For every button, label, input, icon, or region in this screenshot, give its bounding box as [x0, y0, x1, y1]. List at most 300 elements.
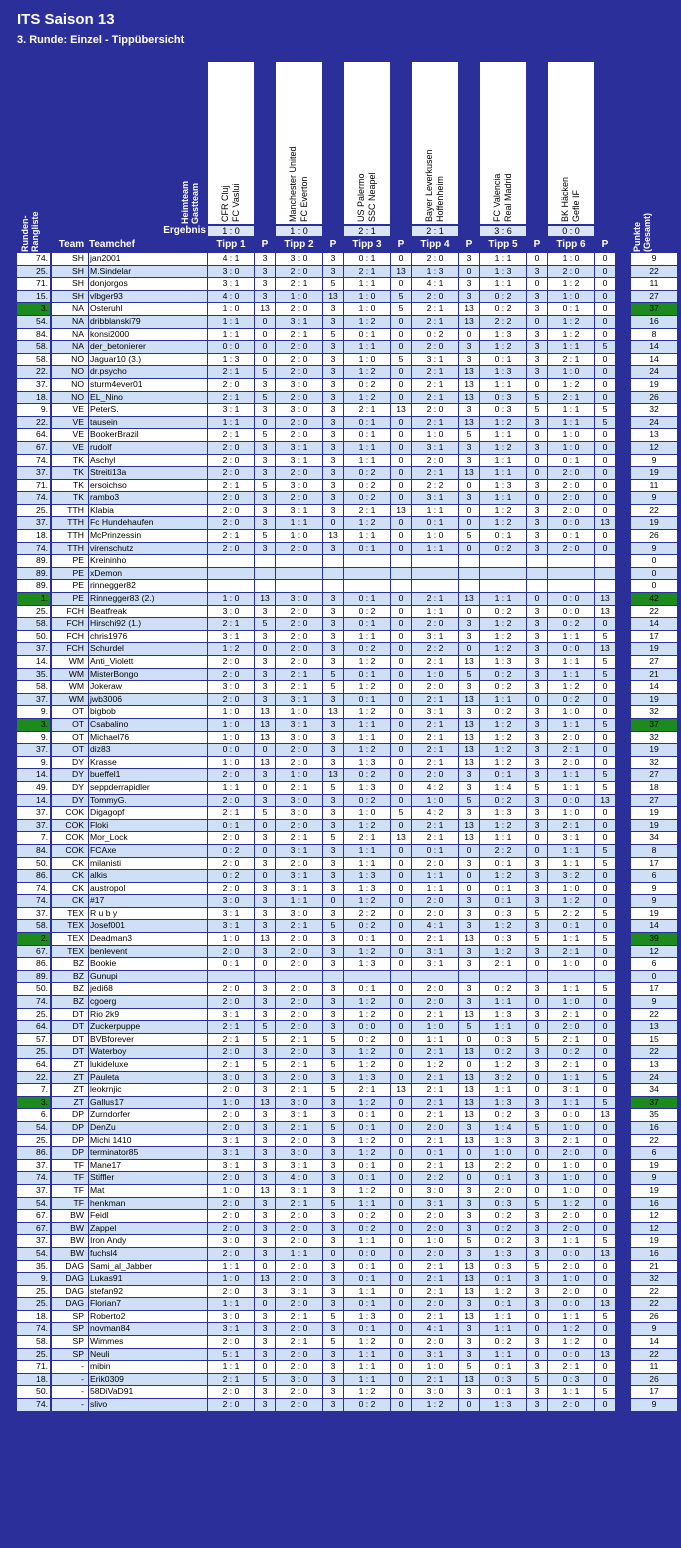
tipp-cell: 1 : 2: [548, 329, 594, 341]
tipp-cell: 1 : 1: [548, 656, 594, 668]
points-cell: 13: [595, 1109, 615, 1121]
points-cell: 13: [391, 1084, 411, 1096]
tipp-cell: 1 : 1: [548, 719, 594, 731]
points-cell: 3: [255, 1223, 275, 1235]
teamchef-cell: EL_Nino: [89, 392, 207, 404]
points-cell: 3: [527, 719, 547, 731]
total-points-cell: 24: [631, 1072, 677, 1084]
points-cell: 5: [595, 1072, 615, 1084]
tipp-cell: 2 : 0: [208, 1109, 254, 1121]
points-cell: 13: [459, 820, 479, 832]
col-p-4: P: [465, 239, 473, 250]
table-row: [0, 958, 681, 971]
points-cell: 13: [595, 1349, 615, 1361]
team-cell: WM: [52, 656, 88, 668]
points-cell: 3: [323, 643, 343, 655]
match-6-result: 0 : 0: [548, 226, 594, 236]
tipp-cell: 2 : 1: [208, 1059, 254, 1071]
teamchef-cell: Mat: [89, 1185, 207, 1197]
points-cell: 0: [391, 1223, 411, 1235]
points-cell: 0: [391, 1399, 411, 1411]
tipp-cell: 1 : 1: [480, 455, 526, 467]
tipp-cell: 3 : 1: [548, 832, 594, 844]
teamchef-cell: Anti_Violett: [89, 656, 207, 668]
table-row: [0, 1185, 681, 1198]
points-cell: 3: [323, 505, 343, 517]
tipp-cell: 2 : 0: [276, 946, 322, 958]
tipp-cell: 0 : 1: [480, 1361, 526, 1373]
points-cell: 0: [391, 1336, 411, 1348]
tipp-cell: 1 : 2: [344, 1009, 390, 1021]
tipp-cell: 2 : 1: [548, 1361, 594, 1373]
tipp-cell: 0 : 1: [548, 455, 594, 467]
teamchef-cell: Floki: [89, 820, 207, 832]
tipp-cell: 2 : 1: [480, 958, 526, 970]
tipp-cell: 2 : 2: [548, 908, 594, 920]
tipp-cell: 2 : 1: [412, 732, 458, 744]
total-points-cell: 32: [631, 404, 677, 416]
rank-cell: 86.: [17, 870, 50, 882]
total-points-cell: 24: [631, 417, 677, 429]
tipp-cell: [276, 555, 322, 567]
total-points-cell: 19: [631, 820, 677, 832]
points-cell: [527, 555, 547, 567]
tipp-cell: 1 : 2: [344, 316, 390, 328]
points-cell: 0: [391, 895, 411, 907]
table-row: [0, 895, 681, 908]
tipp-cell: 0 : 0: [548, 795, 594, 807]
tipp-cell: 2 : 1: [412, 1009, 458, 1021]
tipp-cell: 1 : 3: [480, 480, 526, 492]
match-5-result: 3 : 6: [480, 226, 526, 236]
points-cell: 3: [527, 1361, 547, 1373]
tipp-cell: 2 : 0: [412, 1122, 458, 1134]
tipp-cell: 1 : 2: [344, 517, 390, 529]
total-points-cell: 0: [631, 580, 677, 592]
tipp-cell: 3 : 0: [276, 593, 322, 605]
team-cell: DT: [52, 1009, 88, 1021]
tipp-cell: 1 : 1: [480, 492, 526, 504]
tipp-cell: 1 : 2: [344, 996, 390, 1008]
points-cell: 5: [255, 366, 275, 378]
tipp-cell: 1 : 1: [208, 417, 254, 429]
points-cell: 3: [323, 845, 343, 857]
tipp-cell: 2 : 0: [412, 769, 458, 781]
teamchef-cell: Michi 1410: [89, 1135, 207, 1147]
tipp-cell: 1 : 1: [480, 832, 526, 844]
team-cell: DY: [52, 769, 88, 781]
tipp-cell: 0 : 0: [548, 643, 594, 655]
points-cell: 3: [323, 1261, 343, 1273]
tipp-cell: 1 : 1: [344, 1286, 390, 1298]
points-cell: [323, 580, 343, 592]
tipp-cell: 2 : 1: [276, 1059, 322, 1071]
tipp-cell: 1 : 0: [548, 429, 594, 441]
teamchef-cell: tausein: [89, 417, 207, 429]
points-cell: 0: [459, 1034, 479, 1046]
tipp-cell: 2 : 0: [480, 1185, 526, 1197]
table-row: [0, 1034, 681, 1047]
total-points-cell: 19: [631, 1185, 677, 1197]
tipp-cell: 4 : 1: [412, 920, 458, 932]
tipp-cell: 0 : 3: [480, 1261, 526, 1273]
match-2-home: Manchester United: [288, 146, 298, 222]
points-cell: 5: [527, 933, 547, 945]
tipp-cell: 2 : 2: [480, 845, 526, 857]
table-row: [0, 1261, 681, 1274]
tipp-cell: 2 : 1: [548, 392, 594, 404]
points-cell: 5: [255, 1374, 275, 1386]
points-cell: 3: [459, 946, 479, 958]
tipp-cell: 2 : 1: [412, 366, 458, 378]
points-cell: 5: [527, 908, 547, 920]
rank-cell: 37.: [17, 1185, 50, 1197]
total-points-cell: 11: [631, 480, 677, 492]
tipp-cell: 3 : 1: [276, 1109, 322, 1121]
points-cell: 3: [527, 883, 547, 895]
points-cell: 3: [459, 983, 479, 995]
tipp-cell: 1 : 2: [480, 757, 526, 769]
tipp-cell: 2 : 0: [208, 996, 254, 1008]
points-cell: 5: [459, 1021, 479, 1033]
points-cell: 0: [595, 1034, 615, 1046]
points-cell: 3: [527, 983, 547, 995]
tipp-cell: 2 : 0: [276, 1009, 322, 1021]
tipp-cell: [208, 971, 254, 983]
tipp-cell: 2 : 1: [276, 1311, 322, 1323]
points-cell: 3: [323, 1172, 343, 1184]
points-cell: 0: [527, 467, 547, 479]
points-cell: 3: [459, 807, 479, 819]
tipp-cell: 3 : 1: [208, 1160, 254, 1172]
total-points-cell: 32: [631, 732, 677, 744]
points-cell: 0: [391, 1323, 411, 1335]
points-cell: 0: [595, 1009, 615, 1021]
tipp-cell: 1 : 4: [480, 782, 526, 794]
tipp-cell: 3 : 1: [208, 404, 254, 416]
teamchef-cell: Osteruhl: [89, 303, 207, 315]
table-row: [0, 883, 681, 896]
points-cell: 0: [595, 366, 615, 378]
tipp-cell: 2 : 0: [276, 1072, 322, 1084]
tipp-cell: 2 : 0: [208, 1386, 254, 1398]
team-cell: DY: [52, 757, 88, 769]
points-cell: 0: [255, 958, 275, 970]
points-cell: 3: [255, 253, 275, 265]
tipp-cell: 2 : 1: [276, 832, 322, 844]
points-cell: 0: [255, 870, 275, 882]
teamchef-cell: virenschutz: [89, 543, 207, 555]
tipp-cell: 0 : 2: [480, 1109, 526, 1121]
points-cell: 13: [459, 1160, 479, 1172]
points-cell: 13: [595, 1248, 615, 1260]
tipp-cell: 1 : 1: [548, 1072, 594, 1084]
points-cell: 3: [527, 1172, 547, 1184]
points-cell: 3: [459, 996, 479, 1008]
points-cell: 3: [255, 669, 275, 681]
col-tipp-3: Tipp 3: [352, 239, 382, 250]
table-row: [0, 1361, 681, 1374]
table-row: [0, 669, 681, 682]
table-row: [0, 1235, 681, 1248]
points-cell: 0: [595, 379, 615, 391]
points-cell: [459, 568, 479, 580]
table-row: [0, 908, 681, 921]
table-row: [0, 1298, 681, 1311]
tipp-cell: 1 : 1: [344, 1198, 390, 1210]
rank-cell: 2.: [17, 933, 50, 945]
teamchef-cell: DenZu: [89, 1122, 207, 1134]
points-cell: 0: [527, 1021, 547, 1033]
tipp-cell: 1 : 0: [412, 795, 458, 807]
total-points-cell: 19: [631, 807, 677, 819]
match-3-home: US Palermo: [356, 173, 366, 222]
tipp-cell: 2 : 0: [412, 291, 458, 303]
tipp-cell: 1 : 1: [548, 417, 594, 429]
points-cell: 0: [459, 643, 479, 655]
points-cell: 13: [459, 757, 479, 769]
tipp-cell: 4 : 0: [208, 291, 254, 303]
tipp-cell: 1 : 0: [208, 732, 254, 744]
points-cell: 0: [391, 1097, 411, 1109]
tipp-cell: 3 : 0: [208, 1235, 254, 1247]
points-cell: 0: [391, 820, 411, 832]
tipp-cell: 2 : 1: [276, 1034, 322, 1046]
points-cell: 0: [391, 1374, 411, 1386]
points-cell: 0: [391, 933, 411, 945]
table-row: [0, 870, 681, 883]
points-cell: 0: [323, 1248, 343, 1260]
tipp-cell: 2 : 0: [208, 795, 254, 807]
tipp-cell: 2 : 2: [412, 643, 458, 655]
points-cell: 3: [255, 1336, 275, 1348]
points-cell: 3: [323, 1235, 343, 1247]
team-cell: COK: [52, 807, 88, 819]
points-cell: 3: [255, 379, 275, 391]
points-cell: 0: [527, 1072, 547, 1084]
total-points-cell: 26: [631, 1374, 677, 1386]
rank-cell: 37.: [17, 467, 50, 479]
table-row: [0, 530, 681, 543]
points-cell: 3: [527, 303, 547, 315]
rank-cell: 50.: [17, 858, 50, 870]
tipp-cell: 1 : 1: [480, 1323, 526, 1335]
points-cell: 0: [391, 442, 411, 454]
tipp-cell: 1 : 1: [480, 429, 526, 441]
tipp-cell: 1 : 1: [344, 719, 390, 731]
teamchef-cell: chris1976: [89, 631, 207, 643]
tipp-cell: 2 : 0: [276, 983, 322, 995]
team-cell: NO: [52, 366, 88, 378]
points-cell: 3: [323, 1160, 343, 1172]
rank-cell: 58.: [17, 354, 50, 366]
tipp-cell: 0 : 0: [548, 1298, 594, 1310]
points-cell: 0: [595, 480, 615, 492]
rank-cell: 67.: [17, 946, 50, 958]
match-3-away: SSC Neapel: [367, 172, 377, 222]
tipp-cell: 1 : 0: [548, 1185, 594, 1197]
team-cell: COK: [52, 845, 88, 857]
tipp-cell: 1 : 2: [412, 1399, 458, 1411]
tipp-cell: 1 : 1: [480, 694, 526, 706]
tipp-cell: 2 : 1: [412, 392, 458, 404]
rank-cell: 7.: [17, 832, 50, 844]
teamchef-cell: Digagopf: [89, 807, 207, 819]
points-cell: 0: [459, 883, 479, 895]
tipp-cell: 0 : 1: [344, 694, 390, 706]
tipp-cell: 3 : 1: [208, 631, 254, 643]
team-cell: NO: [52, 379, 88, 391]
team-cell: SP: [52, 1349, 88, 1361]
points-cell: 0: [527, 253, 547, 265]
points-cell: 0: [595, 681, 615, 693]
points-cell: 3: [255, 631, 275, 643]
points-cell: 0: [323, 895, 343, 907]
teamchef-cell: Zuckerpuppe: [89, 1021, 207, 1033]
tipp-cell: 3 : 1: [208, 278, 254, 290]
tipp-cell: 2 : 1: [412, 1374, 458, 1386]
match-2-away: FC Everton: [299, 176, 309, 222]
points-cell: 13: [595, 795, 615, 807]
tipp-cell: 1 : 2: [548, 316, 594, 328]
points-cell: 3: [323, 366, 343, 378]
team-cell: SP: [52, 1323, 88, 1335]
points-cell: 3: [527, 1210, 547, 1222]
match-2-result: 1 : 0: [276, 226, 322, 236]
points-cell: 0: [391, 467, 411, 479]
table-row: [0, 1160, 681, 1173]
points-cell: 0: [391, 669, 411, 681]
table-row: [0, 1210, 681, 1223]
points-cell: 0: [255, 354, 275, 366]
teamchef-cell: Gallus17: [89, 1097, 207, 1109]
total-points-cell: 19: [631, 517, 677, 529]
total-points-cell: 32: [631, 706, 677, 718]
total-points-cell: 22: [631, 606, 677, 618]
team-cell: TK: [52, 455, 88, 467]
table-row: [0, 354, 681, 367]
team-cell: VE: [52, 417, 88, 429]
team-cell: OT: [52, 719, 88, 731]
points-cell: 0: [595, 820, 615, 832]
tipp-cell: 2 : 0: [208, 1223, 254, 1235]
tipp-cell: 2 : 0: [276, 429, 322, 441]
tipp-cell: 0 : 3: [548, 1374, 594, 1386]
points-cell: 3: [459, 341, 479, 353]
points-cell: 13: [255, 303, 275, 315]
tipp-cell: 1 : 1: [344, 858, 390, 870]
table-row: [0, 1386, 681, 1399]
col-tipp-4: Tipp 4: [420, 239, 450, 250]
total-points-cell: 19: [631, 379, 677, 391]
tipp-cell: 1 : 1: [412, 883, 458, 895]
rank-cell: 9.: [17, 732, 50, 744]
tipp-cell: 1 : 0: [208, 1273, 254, 1285]
points-cell: 0: [391, 1021, 411, 1033]
teamchef-cell: Mor_Lock: [89, 832, 207, 844]
points-cell: 0: [391, 732, 411, 744]
match-3-result: 2 : 1: [344, 226, 390, 236]
teamchef-cell: rinnegger82: [89, 580, 207, 592]
match-1-result: 1 : 0: [208, 226, 254, 236]
points-cell: 0: [391, 530, 411, 542]
table-row: [0, 946, 681, 959]
team-cell: TK: [52, 467, 88, 479]
table-row: [0, 1172, 681, 1185]
points-cell: 3: [459, 1386, 479, 1398]
tipp-cell: 2 : 0: [548, 505, 594, 517]
points-cell: 13: [459, 832, 479, 844]
points-cell: 13: [459, 656, 479, 668]
tipp-cell: 3 : 0: [412, 1386, 458, 1398]
tipp-cell: 2 : 1: [548, 1009, 594, 1021]
tipp-cell: 1 : 3: [412, 266, 458, 278]
teamchef-cell: der_betonierer: [89, 341, 207, 353]
tipp-cell: 0 : 2: [208, 845, 254, 857]
tipp-cell: 1 : 1: [548, 669, 594, 681]
tipp-cell: 2 : 0: [412, 983, 458, 995]
tipp-cell: 1 : 1: [548, 782, 594, 794]
points-cell: 0: [595, 1059, 615, 1071]
gastteam-label: Gastteam: [190, 182, 200, 224]
tipp-cell: 1 : 2: [480, 517, 526, 529]
tipp-cell: 1 : 2: [344, 706, 390, 718]
points-cell: 5: [323, 1034, 343, 1046]
points-cell: 3: [255, 983, 275, 995]
points-cell: 0: [391, 694, 411, 706]
rank-cell: 74.: [17, 1399, 50, 1411]
rank-cell: 25.: [17, 1298, 50, 1310]
team-cell: DAG: [52, 1261, 88, 1273]
points-cell: 0: [595, 1084, 615, 1096]
total-points-cell: 22: [631, 1135, 677, 1147]
rank-cell: 14.: [17, 656, 50, 668]
tipp-cell: 2 : 1: [208, 480, 254, 492]
points-cell: 0: [595, 1223, 615, 1235]
points-cell: 3: [323, 379, 343, 391]
tipp-cell: 2 : 1: [276, 1122, 322, 1134]
tipp-cell: 1 : 1: [548, 1311, 594, 1323]
tipp-cell: 2 : 0: [276, 618, 322, 630]
points-cell: 3: [527, 1109, 547, 1121]
points-cell: 3: [527, 706, 547, 718]
total-points-cell: 18: [631, 782, 677, 794]
tipp-cell: [344, 971, 390, 983]
tipp-cell: 0 : 2: [344, 1399, 390, 1411]
tipp-cell: 2 : 1: [412, 1160, 458, 1172]
tipp-cell: 2 : 1: [412, 1109, 458, 1121]
teamchef-cell: Pauleta: [89, 1072, 207, 1084]
tipp-cell: [412, 580, 458, 592]
total-points-cell: 27: [631, 795, 677, 807]
points-cell: 3: [527, 920, 547, 932]
team-cell: COK: [52, 820, 88, 832]
total-points-cell: 22: [631, 1298, 677, 1310]
tipp-cell: 1 : 3: [480, 366, 526, 378]
tipp-cell: 3 : 1: [412, 492, 458, 504]
tipp-cell: 2 : 1: [412, 744, 458, 756]
team-cell: PE: [52, 555, 88, 567]
points-cell: 0: [391, 1046, 411, 1058]
points-cell: [255, 971, 275, 983]
rank-cell: 9.: [17, 757, 50, 769]
points-cell: 3: [323, 908, 343, 920]
tipp-cell: 4 : 2: [412, 807, 458, 819]
tipp-cell: 1 : 0: [344, 354, 390, 366]
points-cell: 0: [391, 1109, 411, 1121]
points-cell: 0: [391, 1072, 411, 1084]
points-cell: 13: [255, 593, 275, 605]
